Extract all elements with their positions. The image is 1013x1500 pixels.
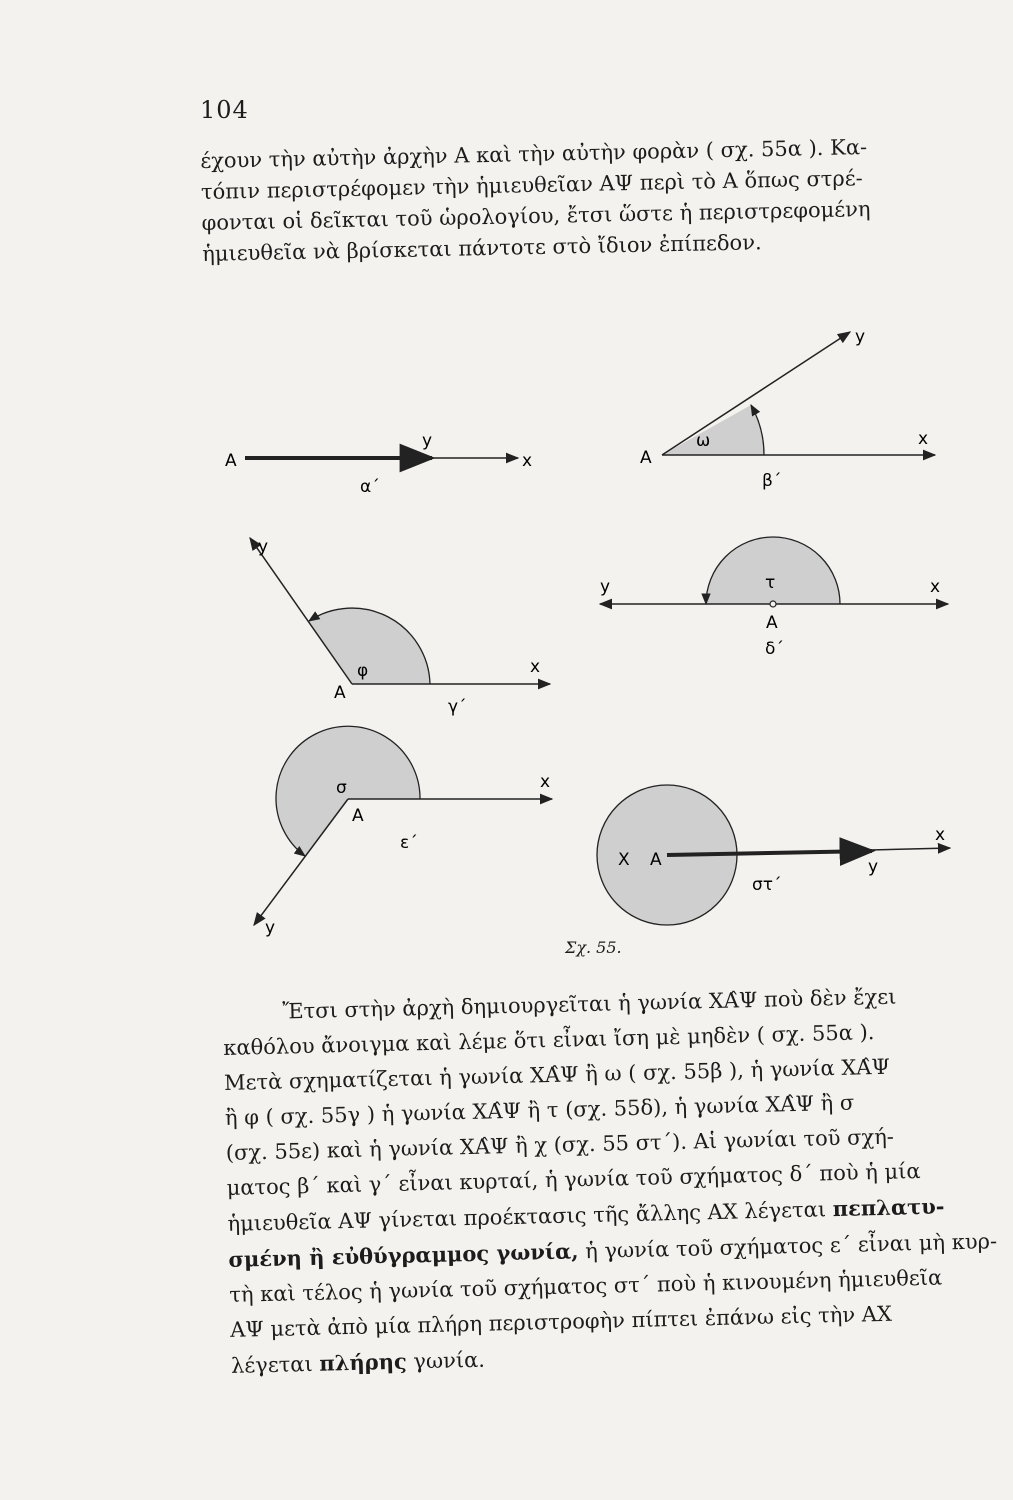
text-run: (σχ. 55ε) καὶ ἡ γωνία ΧΑ̂Ψ ἢ χ (σχ. 55 στ΄). Αἱ γωνίαι τοῦ σχή-	[225, 1124, 895, 1165]
label-x: x	[540, 772, 551, 792]
text-run: λέγεται	[230, 1351, 320, 1378]
bold-term: σμένη ἢ εὐθύγραμμος γωνία,	[228, 1238, 579, 1272]
label-y: y	[600, 577, 611, 597]
text-run: καθόλου ἄνοιγμα καὶ λέμε ὅτι εἶναι ἴση μὲ μηδὲν ( σχ. 55α ).	[222, 1020, 875, 1060]
text-run: ἡμιευθεῖα ΑΨ γίνεται προέκτασις τῆς ἄλλης ΑΧ λέγεται	[227, 1197, 833, 1236]
label-a: A	[334, 683, 346, 703]
text-run: τὴ καὶ τέλος ἡ γωνία τοῦ σχήματος στ΄ ποὺ ἡ κινουμένη ἡμιευθεῖα	[229, 1265, 943, 1307]
figure-f-full-angle	[597, 785, 950, 925]
figure-e-reflex-angle	[254, 726, 552, 938]
text-line: έχουν τὴν αὐτὴν ἀρχὴν Α καὶ τὴν αὐτὴν φορὰν ( σχ. 55α ). Κα-	[200, 135, 868, 173]
label-x: x	[930, 577, 941, 597]
label-a: Α	[352, 806, 364, 826]
shaded-sector	[276, 726, 420, 856]
label-y: y	[855, 327, 866, 347]
page-number: 104	[200, 96, 249, 124]
label-y: y	[258, 537, 269, 557]
text-run: γωνία.	[406, 1347, 486, 1374]
label-gamma: γ΄	[448, 697, 467, 717]
body-paragraph	[222, 977, 998, 1383]
shaded-sector	[662, 405, 764, 455]
shaded-sector	[706, 537, 840, 604]
label-phi: φ	[357, 661, 369, 681]
text-run: Ἔτσι στὴν ἀρχὴ δημιουργεῖται ἡ γωνία ΧΑ̂Ψ ποὺ δὲν ἔχει	[282, 984, 897, 1024]
shaded-sector	[309, 608, 430, 684]
label-stigma: στ΄	[752, 875, 782, 895]
label-delta: δ΄	[765, 639, 784, 659]
label-x: x	[530, 657, 541, 677]
label-y: y	[422, 431, 433, 451]
text-run: ματος β΄ καὶ γ΄ εἶναι κυρταί, ἡ γωνία τοῦ σχήματος δ΄ ποὺ ἡ μία	[226, 1158, 921, 1200]
bold-term: πλήρης	[319, 1348, 407, 1376]
label-x: x	[918, 429, 929, 449]
label-omega: ω	[696, 431, 711, 451]
label-chi: Χ	[618, 850, 630, 870]
text-run: ΑΨ μετὰ ἀπὸ μία πλήρη περιστροφὴν πίπτει ἐπάνω εἰς τὴν ΑΧ	[229, 1301, 893, 1342]
figure-c-obtuse-angle	[250, 537, 550, 717]
bold-term: πεπλατυ-	[832, 1193, 945, 1222]
text-run: ἢ φ ( σχ. 55γ ) ἡ γωνία ΧΑ̂Ψ ἢ τ (σχ. 55δ), ἡ γωνία ΧΑ̂Ψ ἢ σ	[224, 1090, 855, 1130]
label-epsilon: ε΄	[400, 833, 418, 853]
text-line: ἡμιευθεῖα νὰ βρίσκεται πάντοτε στὸ ἴδιον ἐπίπεδον.	[202, 230, 762, 266]
label-y: y	[265, 918, 276, 938]
label-sigma: σ	[336, 778, 347, 798]
text-run: ἡ γωνία τοῦ σχήματος ε΄ εἶναι μὴ κυρ-	[578, 1229, 998, 1264]
label-beta: β΄	[762, 471, 782, 491]
label-a: A	[650, 850, 662, 870]
figure-d-straight-angle	[600, 537, 948, 659]
figure-a-zero-angle	[225, 431, 532, 497]
vertex-point	[770, 601, 776, 607]
text-run: Μετὰ σχηματίζεται ἡ γωνία ΧΑ̂Ψ ἢ ω ( σχ. 55β ), ἡ γωνία ΧΑ̂Ψ	[223, 1054, 891, 1095]
label-tau: τ	[765, 573, 776, 593]
figure-caption: Σχ. 55.	[565, 938, 622, 957]
label-x: x	[522, 451, 533, 471]
text-line: φονται οἱ δεῖκται τοῦ ὡρολογίου, ἔτσι ὥστε ἡ περιστρεφομένη	[201, 196, 871, 235]
label-a: Α	[766, 613, 778, 633]
label-y: y	[868, 857, 879, 877]
text-line: τόπιν περιστρέφομεν τὴν ἡμιευθεῖαν ΑΨ περὶ τὸ Α ὅπως στρέ-	[200, 166, 863, 204]
label-a: A	[225, 451, 237, 471]
label-a: A	[640, 448, 652, 468]
label-x: x	[935, 825, 946, 845]
label-alpha: α΄	[360, 477, 380, 497]
figure-b-acute-angle	[640, 327, 935, 491]
